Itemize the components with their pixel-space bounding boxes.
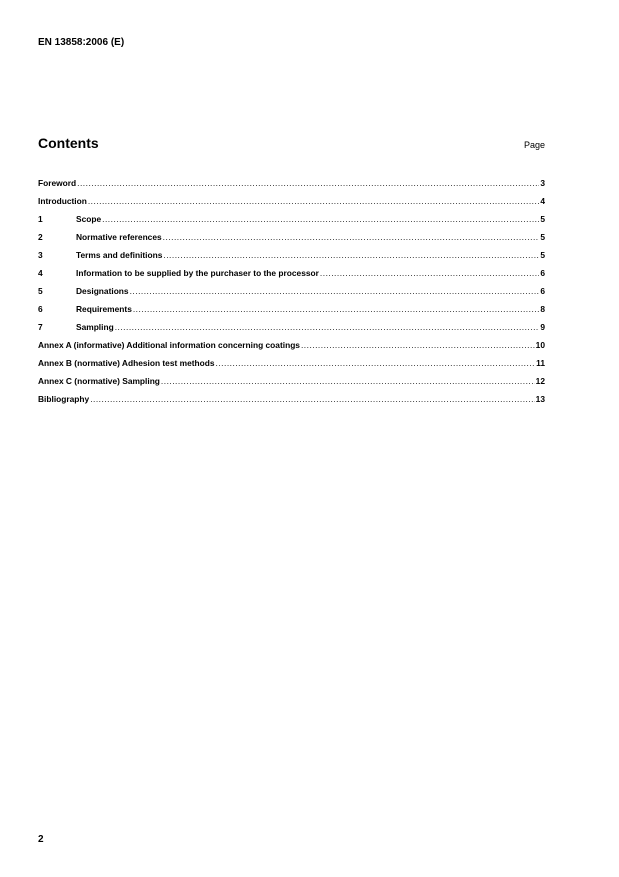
toc-entry[interactable]	[38, 192, 545, 210]
toc-entry[interactable]	[38, 264, 545, 282]
toc-entry[interactable]	[38, 210, 545, 228]
toc-entry-title: Information to be supplied by the purchaser to the processor	[76, 268, 319, 278]
footer-page-number: 2	[38, 834, 44, 845]
toc-dot-leader	[163, 228, 540, 246]
toc-dot-leader	[88, 192, 539, 210]
toc-entry-title: Terms and definitions	[76, 250, 163, 260]
toc-entry[interactable]	[38, 390, 545, 408]
toc-entry[interactable]	[38, 174, 545, 192]
toc-entry-page: 5	[540, 250, 545, 260]
toc-entry-page: 8	[540, 304, 545, 314]
toc-entry-title: Annex A (informative) Additional information concerning coatings	[38, 340, 300, 350]
toc-entry[interactable]	[38, 354, 545, 372]
toc-entry-number: 3	[38, 250, 43, 260]
toc-entry-page: 5	[540, 232, 545, 242]
toc-entry-page: 11	[536, 358, 545, 368]
toc-entry-page: 6	[540, 286, 545, 296]
toc-dot-leader	[216, 354, 536, 372]
toc-entry-title: Sampling	[76, 322, 114, 332]
toc-dot-leader	[115, 318, 540, 336]
toc-entry[interactable]	[38, 228, 545, 246]
document-identifier: EN 13858:2006 (E)	[38, 37, 125, 48]
table-of-contents	[38, 174, 545, 408]
toc-dot-leader	[90, 390, 534, 408]
toc-entry-number: 5	[38, 286, 43, 296]
toc-entry-number: 6	[38, 304, 43, 314]
toc-entry[interactable]	[38, 300, 545, 318]
toc-dot-leader	[77, 174, 539, 192]
toc-entry-title: Requirements	[76, 304, 132, 314]
page-column-heading: Page	[523, 140, 545, 150]
toc-entry-number: 2	[38, 232, 43, 242]
toc-dot-leader	[320, 264, 539, 282]
toc-entry[interactable]	[38, 372, 545, 390]
toc-entry-page: 10	[535, 340, 545, 350]
toc-entry[interactable]	[38, 336, 545, 354]
toc-entry-page: 13	[535, 394, 545, 404]
toc-dot-leader	[102, 210, 539, 228]
toc-dot-leader	[133, 300, 539, 318]
toc-entry-number: 1	[38, 214, 43, 224]
toc-entry-title: Annex B (normative) Adhesion test methods	[38, 358, 215, 368]
toc-entry-title: Bibliography	[38, 394, 90, 404]
toc-entry-title: Designations	[76, 286, 129, 296]
toc-entry-title: Annex C (normative) Sampling	[38, 376, 160, 386]
toc-entry-title: Normative references	[76, 232, 162, 242]
toc-dot-leader	[130, 282, 540, 300]
toc-entry[interactable]	[38, 246, 545, 264]
toc-entry[interactable]	[38, 282, 545, 300]
toc-entry[interactable]	[38, 318, 545, 336]
toc-entry-title: Introduction	[38, 196, 87, 206]
toc-entry-number: 7	[38, 322, 43, 332]
toc-entry-page: 3	[540, 178, 545, 188]
toc-entry-title: Scope	[76, 214, 102, 224]
toc-dot-leader	[163, 246, 539, 264]
toc-entry-number: 4	[38, 268, 43, 278]
toc-entry-title: Foreword	[38, 178, 77, 188]
contents-heading: Contents	[38, 135, 99, 151]
toc-entry-page: 12	[535, 376, 545, 386]
toc-entry-page: 4	[540, 196, 545, 206]
toc-dot-leader	[301, 336, 535, 354]
toc-dot-leader	[161, 372, 535, 390]
toc-entry-page: 9	[540, 322, 545, 332]
toc-entry-page: 6	[540, 268, 545, 278]
toc-entry-page: 5	[540, 214, 545, 224]
